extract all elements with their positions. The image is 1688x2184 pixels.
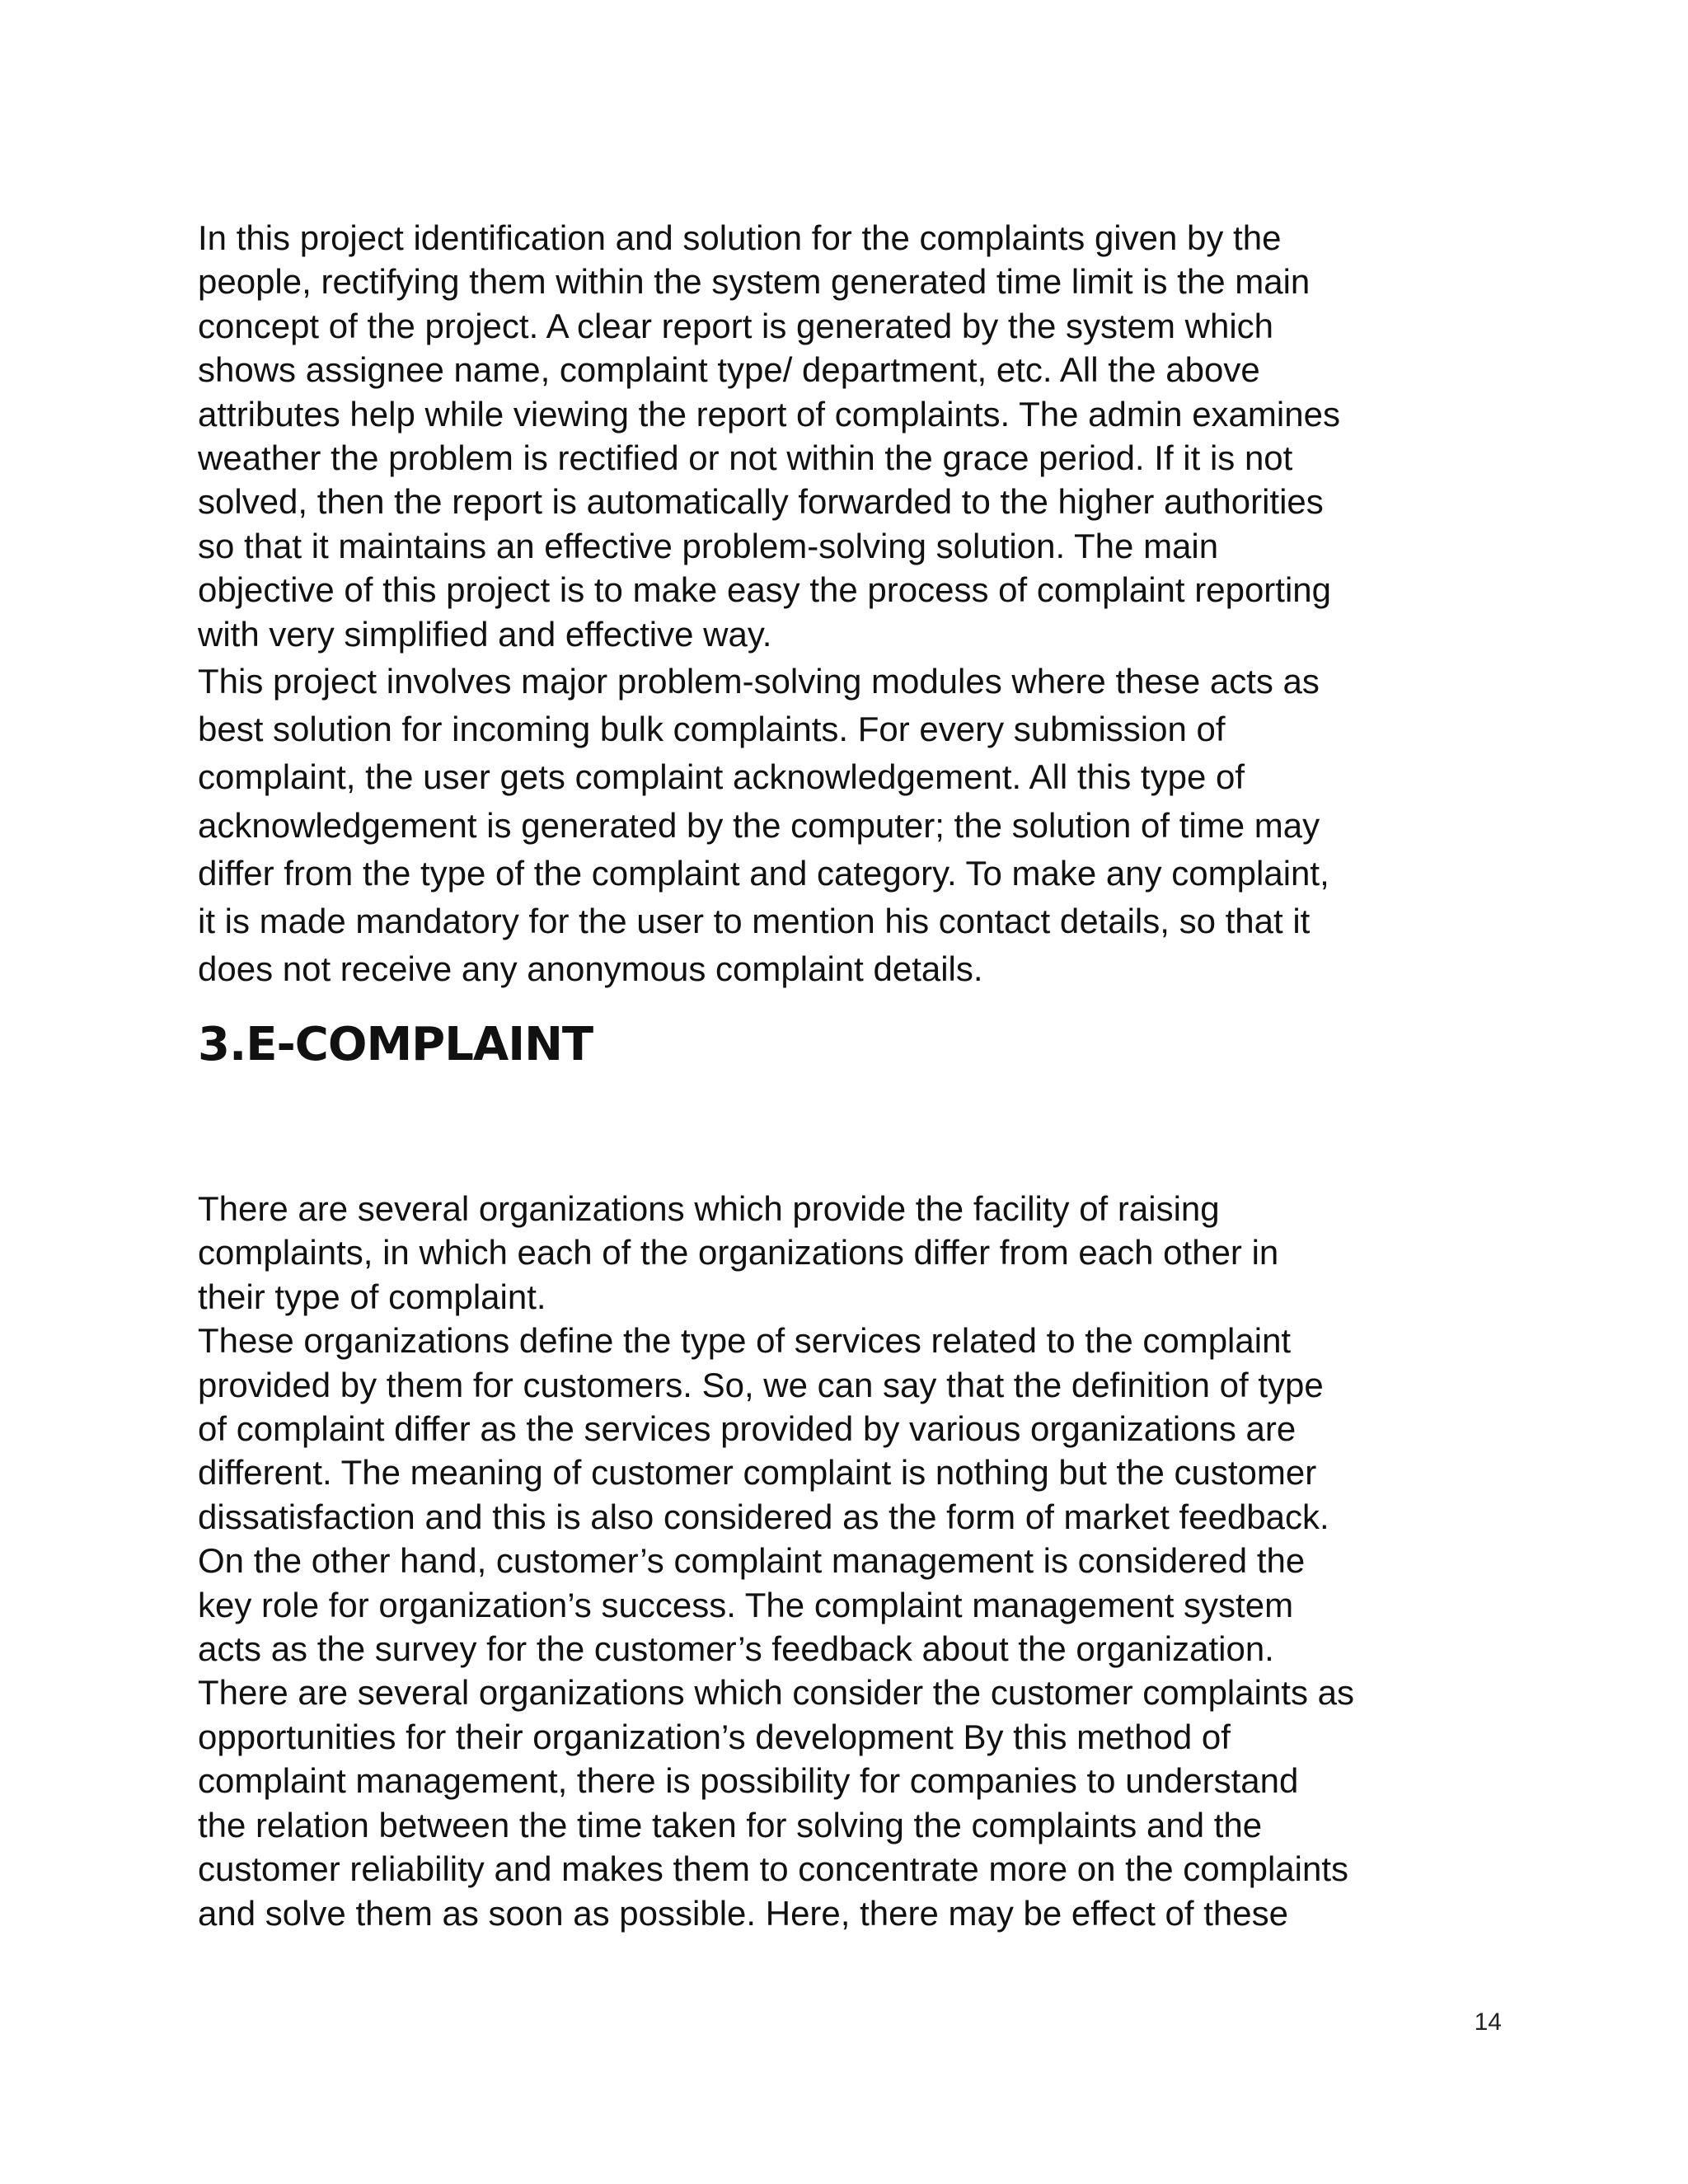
text-line: so that it maintains an effective problem-solving solution. The main — [198, 526, 1219, 565]
text-line: On the other hand, customer’s complaint management is considered the — [198, 1541, 1306, 1581]
text-line: complaint, the user gets complaint acknowledgement. All this type of — [198, 757, 1245, 797]
text-line: best solution for incoming bulk complaints. For every submission of — [198, 710, 1226, 749]
text-line: opportunities for their organization’s development By this method of — [198, 1717, 1231, 1756]
text-line: does not receive any anonymous complaint details. — [198, 949, 983, 989]
text-line: complaints, in which each of the organizations differ from each other in — [198, 1233, 1279, 1272]
text-line: of complaint differ as the services provided by various organizations are — [198, 1409, 1296, 1449]
text-line: shows assignee name, complaint type/ department, etc. All the above — [198, 350, 1260, 390]
text-line: acknowledgement is generated by the computer; the solution of time may — [198, 805, 1320, 845]
section-paragraph-2 — [198, 1319, 1500, 1935]
paragraph — [198, 216, 1500, 656]
paragraph — [198, 658, 1500, 993]
text-line: dissatisfaction and this is also considered as the form of market feedback. — [198, 1497, 1329, 1536]
intro-paragraph-1 — [198, 216, 1500, 656]
text-line: In this project identification and solution for the complaints given by the — [198, 218, 1282, 257]
text-line: different. The meaning of customer complaint is nothing but the customer — [198, 1453, 1317, 1493]
text-line: their type of complaint. — [198, 1277, 546, 1316]
text-line: solved, then the report is automatically forwarded to the higher authorities — [198, 482, 1324, 522]
section-body — [198, 1187, 1500, 1935]
text-line: with very simplified and effective way. — [198, 614, 772, 654]
text-line: There are several organizations which consider the customer complaints as — [198, 1673, 1355, 1713]
text-line: people, rectifying them within the system generated time limit is the main — [198, 262, 1311, 302]
text-line: attributes help while viewing the report of complaints. The admin examines — [198, 394, 1340, 434]
text-line: weather the problem is rectified or not within the grace period. If it is not — [198, 438, 1293, 478]
section-heading: 3.E-COMPLAINT — [198, 1018, 593, 1071]
text-line: concept of the project. A clear report is generated by the system which — [198, 306, 1274, 345]
text-line: acts as the survey for the customer’s feedback about the organization. — [198, 1629, 1274, 1669]
text-line: These organizations define the type of services related to the complaint — [198, 1321, 1292, 1361]
text-line: key role for organization’s success. The complaint management system — [198, 1585, 1294, 1624]
text-line: complaint management, there is possibility for companies to understand — [198, 1761, 1299, 1801]
intro-paragraph-2 — [198, 658, 1500, 993]
text-line: objective of this project is to make easy the process of complaint reporting — [198, 570, 1332, 610]
text-line: the relation between the time taken for solving the complaints and the — [198, 1805, 1263, 1844]
section-paragraph-1 — [198, 1187, 1500, 1319]
text-line: This project involves major problem-solving modules where these acts as — [198, 662, 1320, 701]
text-line: provided by them for customers. So, we can say that the definition of type — [198, 1365, 1324, 1404]
text-line: it is made mandatory for the user to mention his contact details, so that it — [198, 902, 1311, 941]
text-line: differ from the type of the complaint and category. To make any complaint, — [198, 853, 1329, 893]
page-number: 14 — [1474, 2008, 1502, 2036]
text-line: There are several organizations which provide the facility of raising — [198, 1189, 1220, 1228]
text-line: customer reliability and makes them to concentrate more on the complaints — [198, 1849, 1348, 1889]
text-line: and solve them as soon as possible. Here, there may be effect of these — [198, 1893, 1288, 1933]
